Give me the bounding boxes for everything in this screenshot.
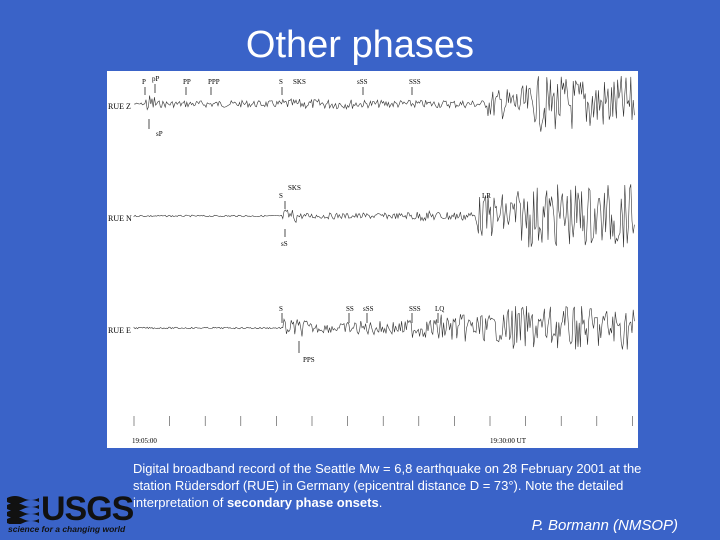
phase-n-sS: sS — [281, 240, 288, 248]
phase-z-sP: sP — [156, 130, 163, 138]
seismogram-figure — [107, 71, 638, 448]
phase-e-PPS: PPS — [303, 356, 315, 364]
seismogram-plot — [107, 71, 638, 448]
channel-label-z: RUE Z — [108, 102, 131, 111]
trace-e — [134, 306, 634, 350]
phase-e-SS: SS — [346, 305, 354, 313]
time-start-label: 19:05:00 — [132, 437, 157, 445]
usgs-tagline: science for a changing world — [8, 524, 126, 534]
phase-e-SSS: SSS — [409, 305, 421, 313]
phase-e-LQ: LQ — [435, 305, 445, 313]
phase-z-S: S — [279, 78, 283, 86]
phase-e-sSS: sSS — [363, 305, 374, 313]
traces-group — [134, 76, 634, 350]
usgs-wordmark: USGS — [41, 490, 134, 528]
phase-e-S: S — [279, 305, 283, 313]
phase-z-PP: PP — [183, 78, 191, 86]
phase-z-P: P — [142, 78, 146, 86]
phase-ticks-group — [145, 84, 438, 353]
time-end-label: 19:30:00 UT — [490, 437, 526, 445]
author-credit: P. Bormann (NMSOP) — [531, 517, 678, 534]
caption-emphasis: secondary phase onsets — [226, 495, 379, 510]
slide-caption — [133, 460, 673, 511]
slide-title: Other phases — [245, 24, 475, 66]
phase-z-PPP: PPP — [208, 78, 220, 86]
usgs-wave-icon — [7, 494, 41, 524]
phase-n-S: S — [279, 192, 283, 200]
caption-text: Digital broadband record of the Seattle Mw = 6,8 earthquake on 28 February 2001 at the station Rüdersdorf (RUE) in Germany (epicentral distance D = 73°). Note the detailed interpretation of — [133, 461, 642, 510]
phase-z-SKS: SKS — [293, 78, 306, 86]
channel-label-e: RUE E — [108, 326, 131, 335]
trace-n — [134, 184, 634, 247]
phase-z-SSS: SSS — [409, 78, 421, 86]
phase-z-pP: pP — [152, 75, 160, 83]
caption-end: . — [378, 495, 383, 510]
channel-label-n: RUE N — [108, 214, 132, 223]
phase-n-SKS: SKS — [288, 184, 301, 192]
usgs-logo — [7, 490, 134, 536]
phase-z-sSS: sSS — [357, 78, 368, 86]
time-axis — [134, 416, 632, 426]
phase-n-LR: LR — [482, 192, 491, 200]
